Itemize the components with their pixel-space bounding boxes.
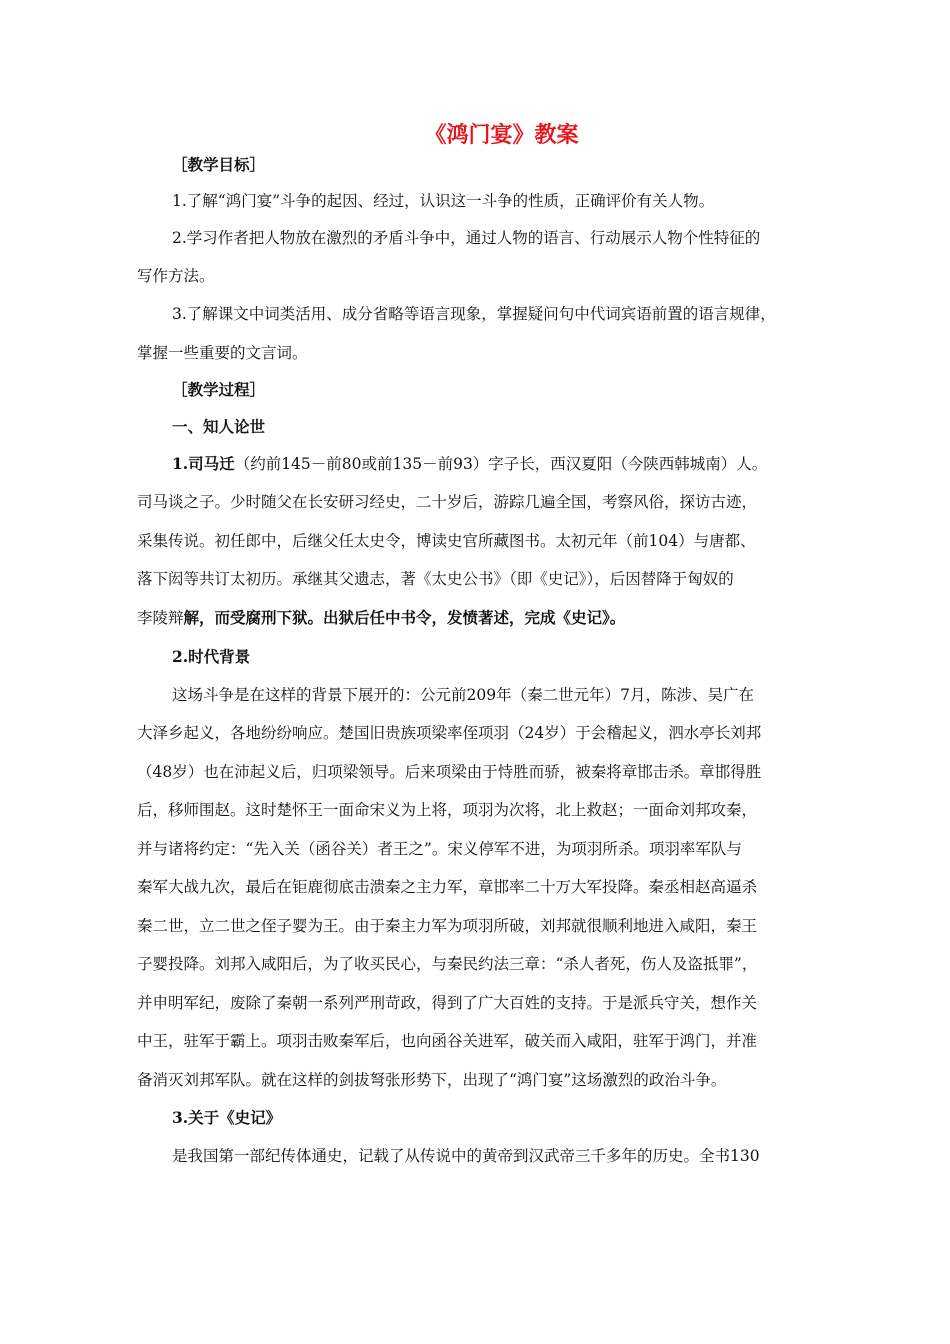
sima-qian-line5-bold: 解，而受腐刑下狱。出狱后任中书令，发愤著述，完成《史记》。 [183,608,626,627]
shiji-line1: 是我国第一部纪传体通史，记载了从传说中的黄帝到汉武帝三千多年的历史。全书130 [172,1147,760,1165]
background-line2: 大泽乡起义，各地纷纷响应。楚国旧贵族项梁率侄项羽（24岁）于会稽起义，泗水亭长刘邦 [137,724,762,742]
background-line6: 秦军大战九次，最后在钜鹿彻底击溃秦之主力军，章邯率二十万大军投降。秦丞相赵高逼杀 [137,878,758,896]
background-line3: （48岁）也在沛起义后，归项梁领导。后来项梁由于恃胜而骄，被秦将章邯击杀。章邯得胜 [137,763,762,781]
background-line1: 这场斗争是在这样的背景下展开的：公元前209年（秦二世元年）7月，陈涉、吴广在 [172,686,754,704]
sima-qian-line1 [172,452,767,474]
goal-1: 1.了解“鸿门宴”斗争的起因、经过，认识这一斗争的性质，正确评价有关人物。 [172,192,715,210]
sima-qian-line5 [137,606,625,628]
background-line11: 备消灭刘邦军队。就在这样的剑拔弩张形势下，出现了“鸿门宴”这场激烈的政治斗争。 [137,1071,727,1089]
goal-2-line1: 2.学习作者把人物放在激烈的矛盾斗争中，通过人物的语言、行动展示人物个性特征的 [172,229,761,247]
document-title: 《鸿门宴》教案 [424,122,579,148]
background-line7: 秦二世，立二世之侄子婴为王。由于秦主力军为项羽所破，刘邦就很顺利地进入咸阳，秦王 [137,917,758,935]
section-1-heading: 一、知人论世 [172,417,266,436]
section-3-heading: 3.关于《史记》 [172,1108,282,1127]
sima-qian-line4: 落下闳等共订太初历。承继其父遗志，著《太史公书》（即《史记》），后因替降于匈奴的 [137,570,734,588]
background-line4: 后，移师围赵。这时楚怀王一面命宋义为上将，项羽为次将，北上救赵；一面命刘邦攻秦， [137,801,758,819]
goal-3-line2: 掌握一些重要的文言词。 [137,344,308,362]
section-2-heading: 2.时代背景 [172,647,251,666]
goal-3-line1: 3.了解课文中词类活用、成分省略等语言现象，掌握疑问句中代词宾语前置的语言规律， [172,305,776,323]
sima-qian-line5-plain: 李陵辩 [137,609,184,627]
background-line8: 子婴投降。刘邦入咸阳后，为了收买民心，与秦民约法三章：“杀人者死，伤人及盗抵罪”， [137,955,758,973]
background-line10: 中王，驻军于霸上。项羽击败秦军后，也向函谷关进军，破关而入咸阳，驻军于鸿门，并准 [137,1032,758,1050]
background-line5: 并与诸将约定：“先入关（函谷关）者王之”。宋义停军不进，为项羽所杀。项羽率军队与 [137,840,742,858]
sima-qian-text: （约前145－前80或前135－前93）字子长，西汉夏阳（今陕西韩城南）人。 [234,455,768,473]
sima-qian-line2: 司马谈之子。少时随父在长安研习经史，二十岁后，游踪几遍全国，考察风俗，探访古迹， [137,493,758,511]
background-line9: 并申明军纪，废除了秦朝一系列严刑苛政，得到了广大百姓的支持。于是派兵守关，想作关 [137,994,758,1012]
heading-teaching-goals: ［教学目标］ [172,155,266,174]
sima-qian-line3: 采集传说。初任郎中，后继父任太史令，博读史官所藏图书。太初元年（前104）与唐都、 [137,532,756,550]
heading-teaching-process: ［教学过程］ [172,380,266,399]
sima-qian-label: 1.司马迁 [172,454,235,473]
goal-2-line2: 写作方法。 [137,267,215,285]
